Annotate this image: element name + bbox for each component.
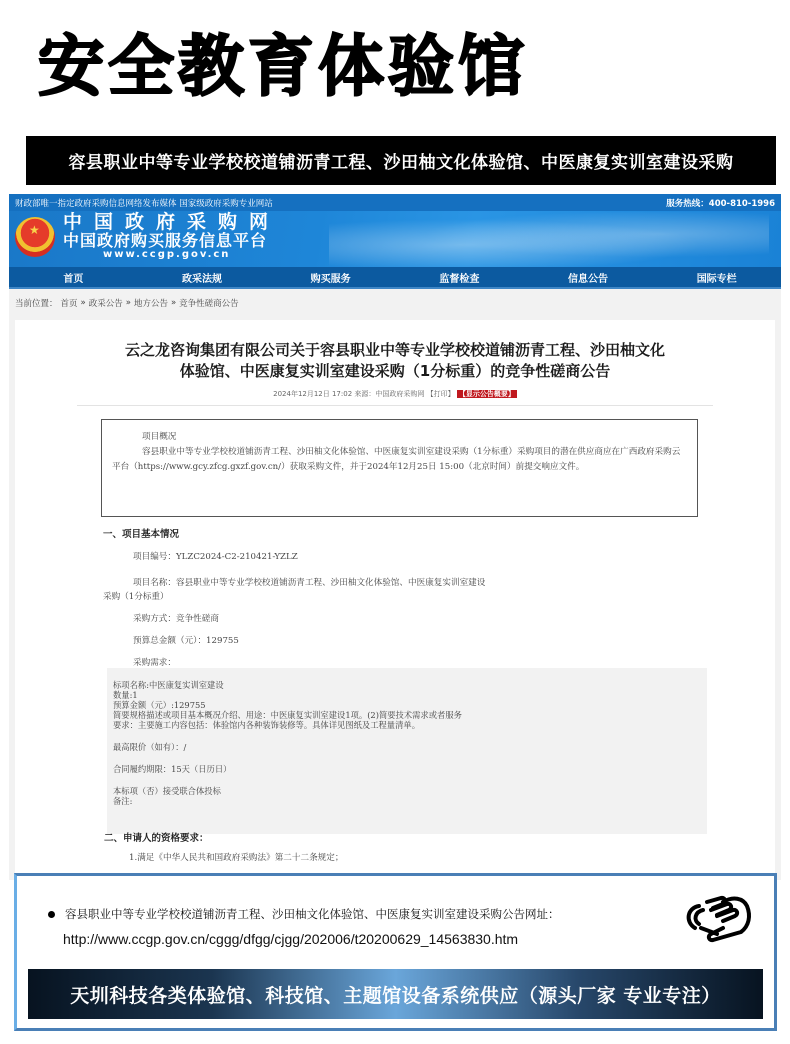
section-qualifications <box>104 832 343 865</box>
lot-name: 标项名称:中医康复实训室建设 <box>113 680 224 690</box>
lot-description-2: 要求：主要施工内容包括：体验馆内各种装饰装修等。具体详见图纸及工程量清单。 <box>113 720 420 730</box>
max-price: 最高限价（如有）：/ <box>113 742 187 752</box>
logo-line2: 中国政府购买服务信息平台 <box>63 231 268 250</box>
remarks: 备注: <box>113 796 133 806</box>
overview-body: 容县职业中等专业学校校道铺沥青工程、沙田柚文化体验馆、中医康复实训室建设采购（1分标重）采购项目的潜在供应商应在广西政府采购云平台（https://www.gcy.zfcg.gxzf.gov.cn/）获取采购文件，并于2024年12月25日 15:00（北京时间）前提交响应文件。 <box>112 447 681 472</box>
logo-line1: 中国政府采购网 <box>63 211 281 233</box>
announcement-link-card <box>14 873 777 1031</box>
lot-budget: 预算金额（元）:129755 <box>113 700 206 710</box>
breadcrumb-current[interactable]: 竞争性磋商公告 <box>179 299 239 309</box>
main-nav <box>9 267 781 289</box>
breadcrumb-procurement[interactable]: 政采公告 <box>88 299 123 309</box>
requirements-label: 采购需求： <box>133 658 176 668</box>
card-label-row <box>48 906 560 922</box>
print-link[interactable]: 【打印】 <box>426 390 455 398</box>
procurement-method: 采购方式：竞争性磋商 <box>133 614 219 624</box>
project-name: 项目名称：容县职业中等专业学校校道铺沥青工程、沙田柚文化体验馆、中医康复实训室建设 <box>133 578 486 588</box>
breadcrumb <box>9 289 781 317</box>
breadcrumb-separator: » <box>80 298 86 308</box>
site-logo[interactable] <box>9 211 781 260</box>
hotline: 服务热线：400-810-1996 <box>666 198 775 209</box>
breadcrumb-label: 当前位置： <box>15 299 58 309</box>
project-number: 项目编号：YLZC2024-C2-210421-YZLZ <box>133 552 298 562</box>
project-overview-box <box>101 419 698 517</box>
nav-regulations[interactable]: 政采法规 <box>182 273 222 285</box>
website-screenshot <box>9 194 781 880</box>
hero-banner: 容县职业中等专业学校校道铺沥青工程、沙田柚文化体验馆、中医康复实训室建设采购 <box>26 136 776 185</box>
breadcrumb-local[interactable]: 地方公告 <box>133 299 168 309</box>
breadcrumb-home[interactable]: 首页 <box>60 299 78 309</box>
publish-date: 2024年12月12日 17:02 <box>273 390 353 398</box>
article-title <box>15 340 775 382</box>
bullet-icon <box>48 911 55 918</box>
top-strip <box>9 194 781 211</box>
nav-home[interactable]: 首页 <box>63 273 84 285</box>
logo-url: www.ccgp.gov.cn <box>103 249 231 260</box>
section-basic-info <box>103 528 703 670</box>
divider <box>77 405 713 406</box>
article-title-line2: 体验馆、中医康复实训室建设采购（1分标重）的竞争性磋商公告 <box>179 362 611 380</box>
nav-supervision[interactable]: 监督检查 <box>439 273 480 285</box>
quantity: 数量:1 <box>113 690 138 700</box>
nav-purchase-services[interactable]: 购买服务 <box>310 273 351 285</box>
section1-heading: 一、项目基本情况 <box>103 529 180 540</box>
pointing-hand-icon <box>677 888 757 944</box>
qualification-item-1: 1.满足《中华人民共和国政府采购法》第二十二条规定； <box>129 853 344 863</box>
show-summary-button[interactable]: 【显示公告概要】 <box>458 390 515 398</box>
project-name-cont: 采购（1分标重） <box>103 592 169 602</box>
section2-heading: 二、申请人的资格要求： <box>104 833 209 844</box>
nav-international[interactable]: 国际专栏 <box>696 273 737 285</box>
article-title-line1: 云之龙咨询集团有限公司关于容县职业中等专业学校校道铺沥青工程、沙田柚文化 <box>124 341 665 359</box>
budget-total: 预算总金额（元）：129755 <box>133 636 239 646</box>
overview-heading: 项目概况 <box>142 432 177 442</box>
consortium: 本标项（否）接受联合体投标 <box>113 786 221 796</box>
national-emblem-icon <box>15 217 55 257</box>
article-meta <box>15 389 775 399</box>
announcement-url[interactable]: http://www.ccgp.gov.cn/cggg/dfgg/cjgg/202006/t20200629_14563830.htm <box>63 931 519 947</box>
lot-description-1: 简要规格描述或项目基本概况介绍、用途：中医康复实训室建设1项。(2)简要技术需求或者服务 <box>113 710 462 720</box>
site-header <box>9 194 781 267</box>
contract-term: 合同履约期限：15天（日历日） <box>113 764 232 774</box>
breadcrumb-separator: » <box>170 298 177 308</box>
slogan-banner: 天圳科技各类体验馆、科技馆、主题馆设备系统供应（源头厂家 专业专注） <box>28 969 763 1019</box>
hero-title: 安全教育体验馆 <box>38 28 528 105</box>
site-tagline: 财政部唯一指定政府采购信息网络发布媒体 国家级政府采购专业网站 <box>15 198 273 209</box>
requirements-box <box>107 668 707 834</box>
nav-announcements[interactable]: 信息公告 <box>568 273 609 285</box>
card-label: 容县职业中等专业学校校道铺沥青工程、沙田柚文化体验馆、中医康复实训室建设采购公告网址： <box>65 907 560 921</box>
breadcrumb-separator: » <box>125 298 131 308</box>
source: 来源：中国政府采购网 <box>354 390 425 398</box>
